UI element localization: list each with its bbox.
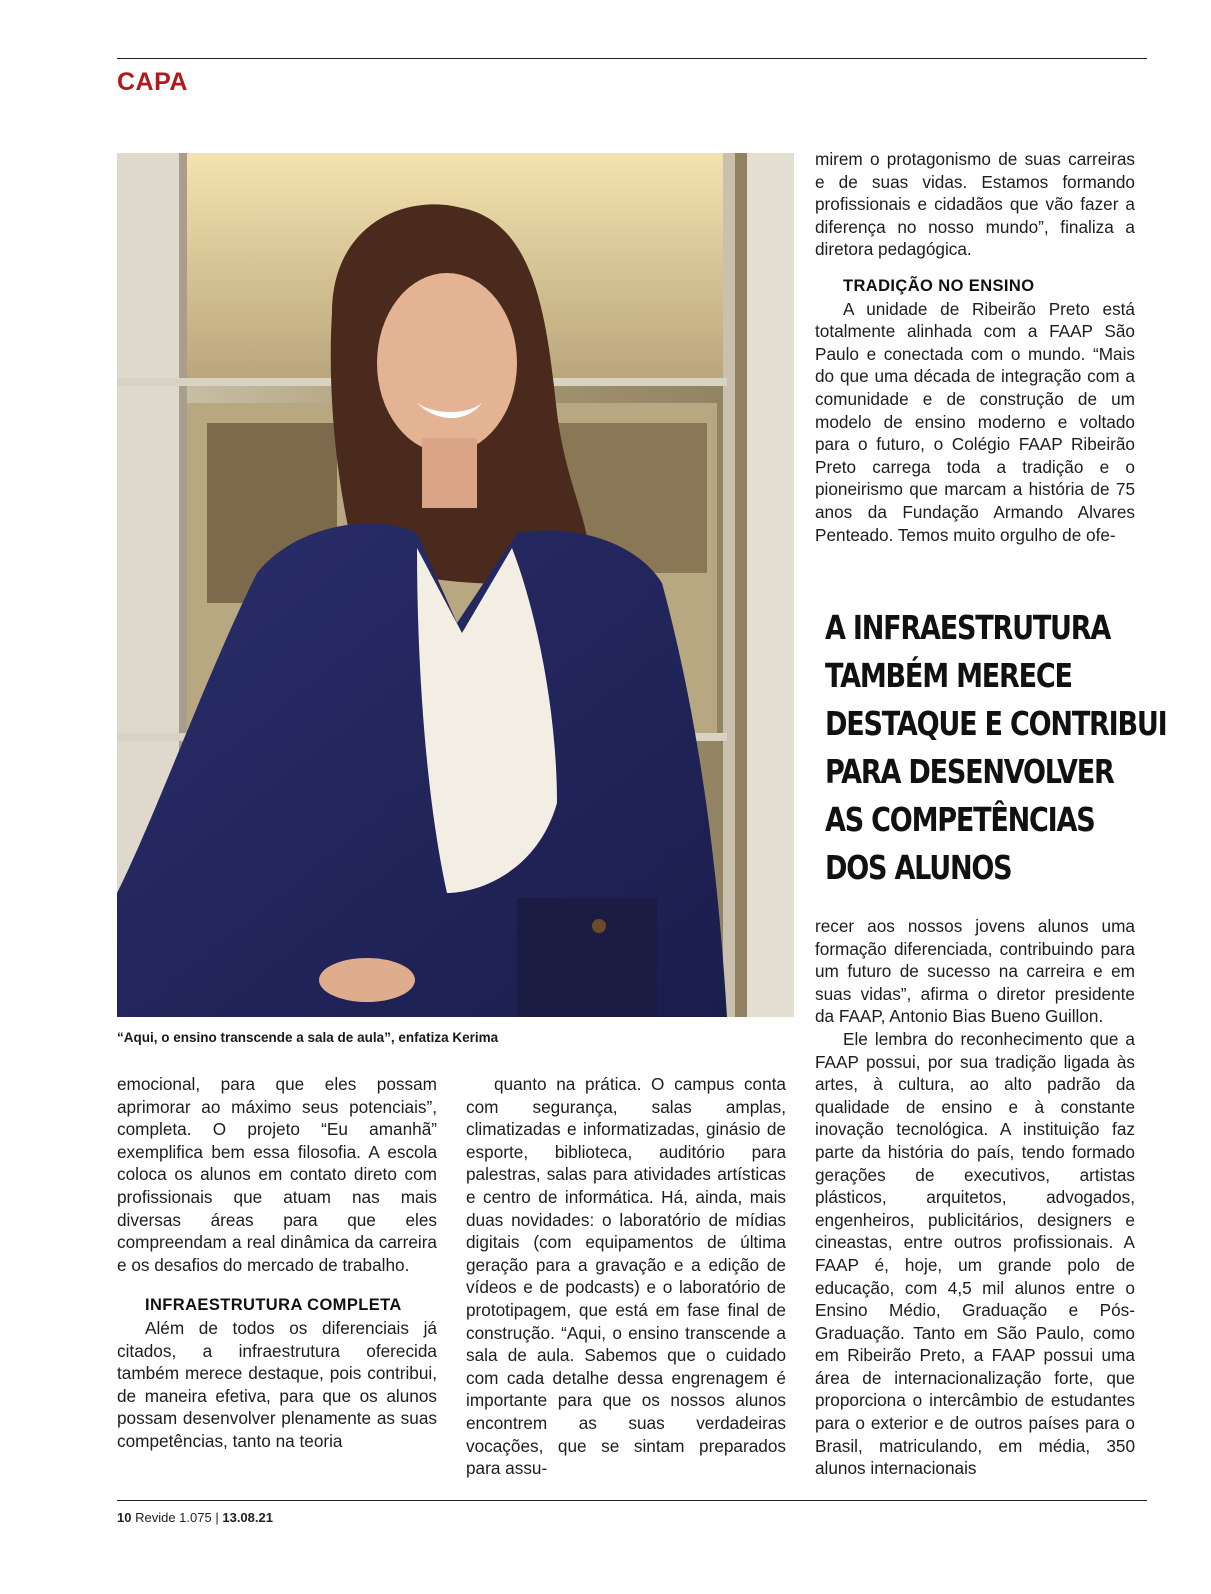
- column-1: [117, 1073, 437, 1453]
- pull-quote-line: AS COMPETÊNCIAS: [825, 800, 1095, 839]
- page-footer: [117, 1510, 273, 1525]
- subhead-tradicao: TRADIÇÃO NO ENSINO: [843, 276, 1035, 295]
- column-3-top: [815, 148, 1135, 546]
- column-3-paragraph-3: recer aos nossos jovens alunos uma formação diferenciada, contribuindo para um futuro de sucesso na carreira e em suas vidas”, afirma o diretor presidente da FAAP, Antonio Bias Bueno Guillon.: [815, 916, 1135, 1027]
- column-3-paragraph: mirem o protagonismo de suas carreiras e de suas vidas. Estamos formando profissionais e cidadãos que vão fazer a diferença no nosso mundo”, finaliza a diretora pedagógica.: [815, 149, 1135, 260]
- subhead-infraestrutura: INFRAESTRUTURA COMPLETA: [145, 1296, 402, 1315]
- column-1-paragraph-2: Além de todos os diferenciais já citados, a infraestrutura oferecida também merece destaque, pois contribui, de maneira efetiva, para que os alunos possam desenvolver plenamente as suas competências, tanto na teoria: [117, 1317, 437, 1451]
- pull-quote-line: A INFRAESTRUTURA: [825, 608, 1111, 647]
- page-number: 10: [117, 1510, 132, 1525]
- pull-quote-line: TAMBÉM MERECE: [825, 656, 1072, 695]
- pull-quote-line: DOS ALUNOS: [825, 848, 1012, 887]
- section-label: CAPA: [117, 68, 188, 96]
- column-3-bottom: [815, 915, 1135, 1480]
- pull-quote: [825, 604, 1167, 892]
- column-1-paragraph: emocional, para que eles possam aprimorar ao máximo seus potenciais”, completa. O projeto “Eu amanhã” exemplifica bem essa filosofia. A escola coloca os alunos em contato direto com profissionais que atuam nas mais diversas áreas para que eles compreendam a real dinâmica da carreira e os desafios do mercado de trabalho.: [117, 1074, 437, 1275]
- column-2-paragraph: quanto na prática. O campus conta com segurança, salas amplas, climatizadas e informatizadas, ginásio de esporte, biblioteca, auditório para palestras, salas para atividades artísticas e centro de informática. Há, ainda, mais duas novidades: o laboratório de mídias digitais (com equipamentos de última geração para a gravação e a edição de vídeos e de podcasts) e o laboratório de prototipagem, que está em fase final de construção. “Aqui, o ensino transcende a sala de aula. Sabemos que o cuidado com cada detalhe dessa engrenagem é importante para que os nossos alunos encontrem as suas verdadeiras vocações, que se sintam preparados para assu-: [466, 1074, 786, 1479]
- bottom-rule: [117, 1500, 1147, 1501]
- column-3-paragraph-2: A unidade de Ribeirão Preto está totalmente alinhada com a FAAP São Paulo e conectada com o mundo. “Mais do que uma década de integração com a comunidade e de construção de um modelo de ensino moderno e voltado para o futuro, o Colégio FAAP Ribeirão Preto carrega toda a tradição e o pioneirismo que marcam a história de 75 anos da Fundação Armando Alvares Penteado. Temos muito orgulho de ofe-: [815, 298, 1135, 545]
- column-3-paragraph-4: Ele lembra do reconhecimento que a FAAP possui, por sua tradição ligada às artes, à cultura, ao alto padrão da qualidade de ensino e à constante inovação tecnológica. A instituição faz parte da história do país, tendo formado gerações de executivos, artistas plásticos, arquitetos, advogados, engenheiros, publicitários, designers e cineastas, entre outros profissionais. A FAAP é, hoje, um grande polo de educação, com 4,5 mil alunos entre o Ensino Médio, Graduação e Pós-Graduação. Tanto em São Paulo, como em Ribeirão Preto, a FAAP possui uma área de internacionalização forte, que proporciona o intercâmbio de estudantes para o exterior e de outros países para o Brasil, matriculando, em média, 350 alunos internacionais: [815, 1028, 1135, 1479]
- issue-date: 13.08.21: [222, 1510, 273, 1525]
- publication-name: Revide 1.075: [135, 1510, 212, 1525]
- pull-quote-line: DESTAQUE E CONTRIBUI: [825, 704, 1167, 743]
- photo-caption: “Aqui, o ensino transcende a sala de aula”, enfatiza Kerima: [117, 1030, 499, 1045]
- footer-separator: |: [215, 1510, 219, 1525]
- top-rule: [117, 58, 1147, 59]
- portrait-photo: [117, 153, 794, 1017]
- pull-quote-line: PARA DESENVOLVER: [825, 752, 1114, 791]
- column-2: [466, 1073, 786, 1480]
